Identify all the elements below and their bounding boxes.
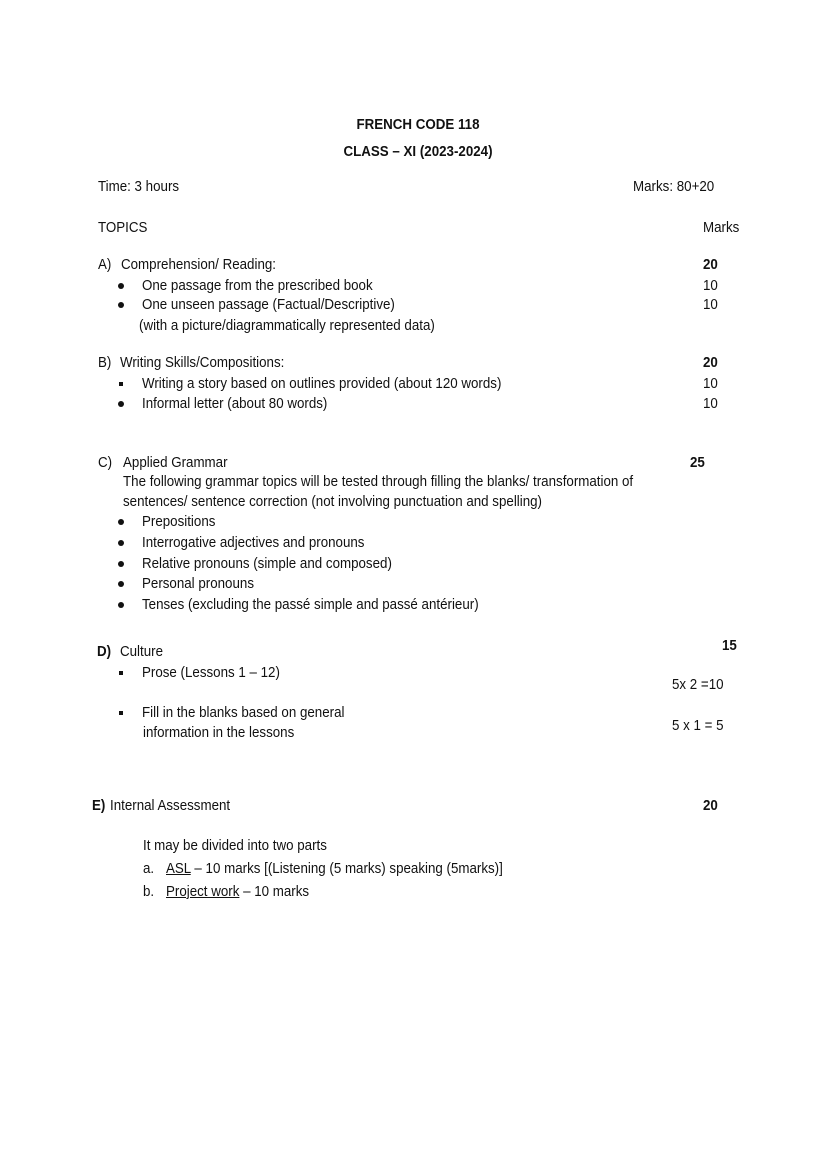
section-intro: It may be divided into two parts <box>143 838 327 854</box>
list-item <box>166 860 503 878</box>
section-title: Culture <box>120 644 164 660</box>
section-marks: 20 <box>703 798 718 814</box>
list-item: Tenses (excluding the passé simple and passé antérieur) <box>142 597 479 613</box>
list-label: a. <box>143 861 155 877</box>
item-marks: 10 <box>703 297 718 313</box>
list-item <box>166 883 309 901</box>
list-item: One passage from the prescribed book <box>142 278 373 294</box>
section-marks: 20 <box>703 257 718 273</box>
list-item: Writing a story based on outlines provided (about 120 words) <box>142 376 502 392</box>
section-marks: 20 <box>703 355 718 371</box>
item-detail: – 10 marks <box>239 884 310 900</box>
list-item: Prepositions <box>142 514 216 530</box>
item-marks: 10 <box>703 278 718 294</box>
document-title: FRENCH CODE 118 <box>356 117 480 133</box>
section-letter: C) <box>98 455 113 471</box>
section-description: sentences/ sentence correction (not involving punctuation and spelling) <box>123 494 542 510</box>
bullet-icon <box>118 581 124 587</box>
list-item: Relative pronouns (simple and composed) <box>142 556 392 572</box>
item-detail: – 10 marks [(Listening (5 marks) speaking (5marks)] <box>190 861 503 877</box>
item-note: (with a picture/diagrammatically represented data) <box>139 318 435 334</box>
square-bullet-icon <box>119 382 123 386</box>
topics-header: TOPICS <box>98 220 148 236</box>
section-title: Comprehension/ Reading: <box>121 257 276 273</box>
item-name: Project work <box>166 884 240 900</box>
bullet-icon <box>118 519 124 525</box>
list-item: Informal letter (about 80 words) <box>142 396 328 412</box>
section-marks: 15 <box>722 638 737 654</box>
time-label: Time: 3 hours <box>98 179 180 195</box>
list-item: One unseen passage (Factual/Descriptive) <box>142 297 395 313</box>
bullet-icon <box>118 561 124 567</box>
item-name: ASL <box>166 861 191 877</box>
section-letter: B) <box>98 355 112 371</box>
item-marks: 5 x 1 = 5 <box>672 718 724 734</box>
section-title: Internal Assessment <box>110 798 231 814</box>
total-marks: Marks: 80+20 <box>633 179 715 195</box>
section-letter: A) <box>98 257 112 273</box>
item-marks: 5x 2 =10 <box>672 677 724 693</box>
section-marks: 25 <box>690 455 705 471</box>
bullet-icon <box>118 283 124 289</box>
bullet-icon <box>118 401 124 407</box>
section-letter: E) <box>92 798 106 814</box>
list-label: b. <box>143 884 155 900</box>
section-title: Applied Grammar <box>123 455 228 471</box>
bullet-icon <box>118 540 124 546</box>
item-marks: 10 <box>703 376 718 392</box>
list-item: Prose (Lessons 1 – 12) <box>142 665 280 681</box>
list-item: Interrogative adjectives and pronouns <box>142 535 365 551</box>
square-bullet-icon <box>119 671 123 675</box>
section-title: Writing Skills/Compositions: <box>120 355 285 371</box>
square-bullet-icon <box>119 711 123 715</box>
item-marks: 10 <box>703 396 718 412</box>
list-item: Fill in the blanks based on general <box>142 705 345 721</box>
bullet-icon <box>118 602 124 608</box>
section-letter: D) <box>97 644 112 660</box>
document-subtitle: CLASS – XI (2023-2024) <box>343 144 493 160</box>
section-description: The following grammar topics will be tested through filling the blanks/ transformation of <box>123 474 634 490</box>
bullet-icon <box>118 302 124 308</box>
list-item: Personal pronouns <box>142 576 254 592</box>
marks-header: Marks <box>703 220 740 236</box>
list-item-continued: information in the lessons <box>143 725 295 741</box>
